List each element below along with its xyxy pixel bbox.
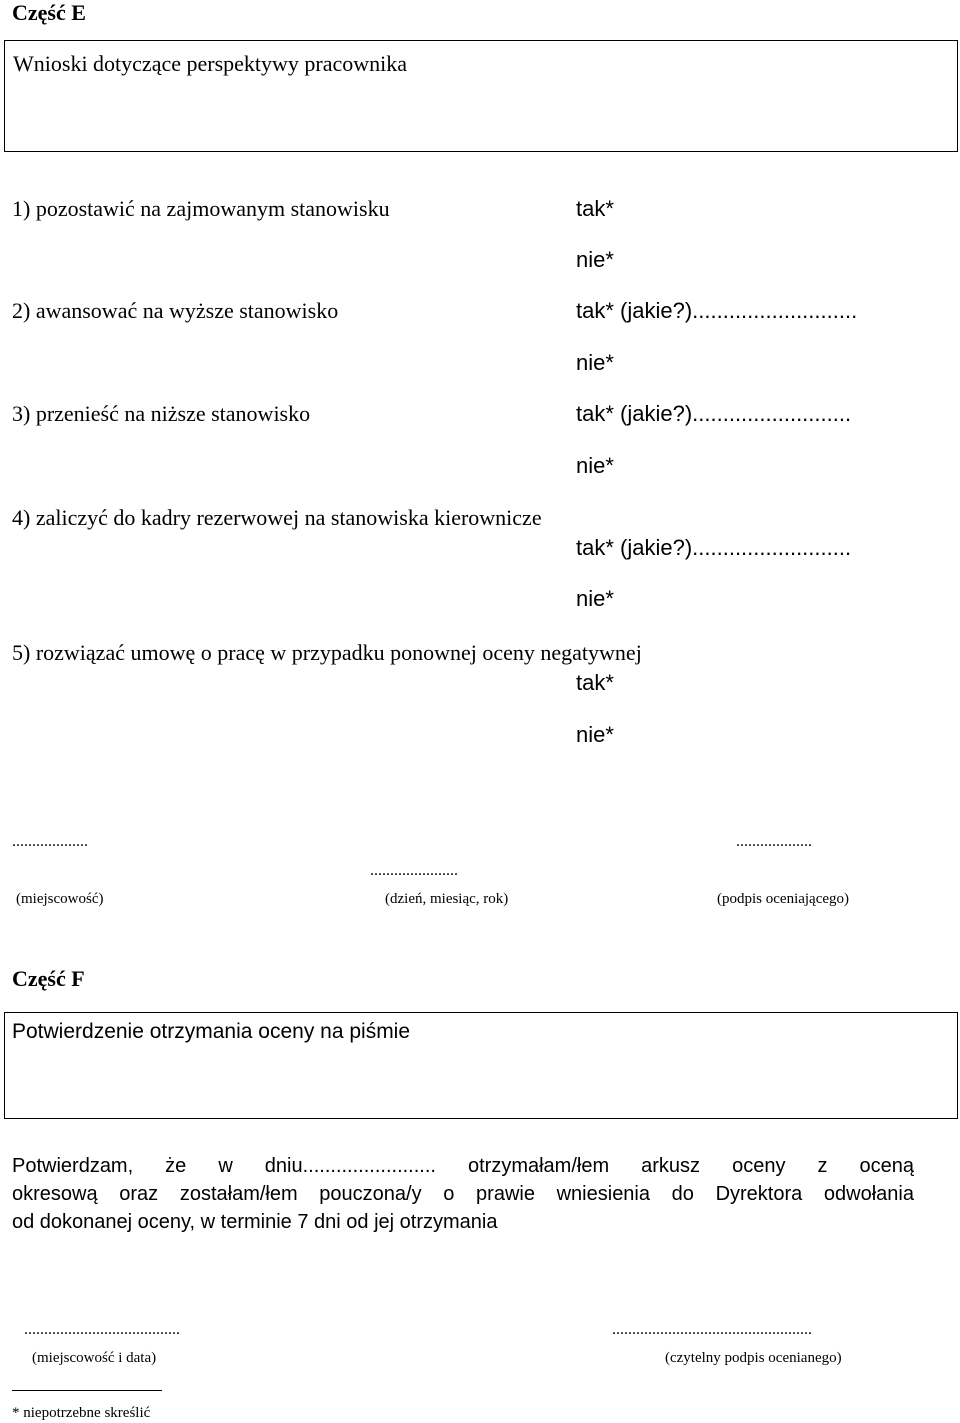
item-4-label: 4) zaliczyć do kadry rezerwowej na stanowiska kierownicze [12, 505, 542, 530]
part-e-box-title: Wnioski dotyczące perspektywy pracownika [13, 51, 408, 76]
confirmation-line-1: Potwierdzam, że w dniu........................ otrzymałam/łem arkusz oceny z oceną [12, 1155, 914, 1177]
part-f-box-title: Potwierdzenie otrzymania oceny na piśmie [12, 1020, 411, 1043]
date-caption: (dzień, miesiąc, rok) [385, 891, 509, 907]
item-4-no-option[interactable]: nie* [576, 586, 614, 611]
item-1-yes-option[interactable]: tak* [576, 196, 614, 221]
place-date-dots: ....................................... [24, 1321, 180, 1338]
item-5-label: 5) rozwiązać umowę o pracę w przypadku ponownej oceny negatywnej [12, 640, 642, 665]
place-date-caption: (miejscowość i data) [32, 1350, 157, 1366]
evaluator-signature-dots: ................... [736, 833, 812, 850]
confirmation-line-2: okresową oraz zostałam/łem pouczona/y o prawie wniesienia do Dyrektora odwołania [12, 1183, 914, 1205]
employee-signature-caption: (czytelny podpis ocenianego) [665, 1350, 842, 1366]
place-caption: (miejscowość) [16, 891, 104, 907]
item-3-no-option[interactable]: nie* [576, 453, 614, 478]
part-e-heading: Część E [12, 0, 86, 25]
place-dots: ................... [12, 833, 88, 850]
item-3-yes-option[interactable]: tak* (jakie?).......................... [576, 401, 852, 426]
item-3-label: 3) przenieść na niższe stanowisko [12, 401, 311, 426]
confirmation-paragraph [12, 1152, 914, 1236]
item-5-no-option[interactable]: nie* [576, 722, 614, 747]
part-e-title-box [4, 40, 958, 152]
item-4-yes-option[interactable]: tak* (jakie?).......................... [576, 535, 852, 560]
item-5-yes-option[interactable]: tak* [576, 670, 614, 695]
employee-signature-dots: .................................................. [612, 1321, 812, 1338]
item-1-no-option[interactable]: nie* [576, 247, 614, 272]
item-2-label: 2) awansować na wyższe stanowisko [12, 298, 339, 323]
evaluator-signature-caption: (podpis oceniającego) [717, 891, 850, 907]
item-2-yes-option[interactable]: tak* (jakie?)........................... [576, 298, 858, 323]
footnote-rule [12, 1390, 162, 1391]
part-f-title-box [4, 1012, 958, 1119]
confirmation-line-3: od dokonanej oceny, w terminie 7 dni od jej otrzymania [12, 1211, 498, 1233]
footnote: * niepotrzebne skreślić [12, 1405, 151, 1421]
item-1-label: 1) pozostawić na zajmowanym stanowisku [12, 196, 390, 221]
item-2-no-option[interactable]: nie* [576, 350, 614, 375]
part-f-heading: Część F [12, 966, 85, 991]
date-dots: ...................... [370, 862, 458, 879]
